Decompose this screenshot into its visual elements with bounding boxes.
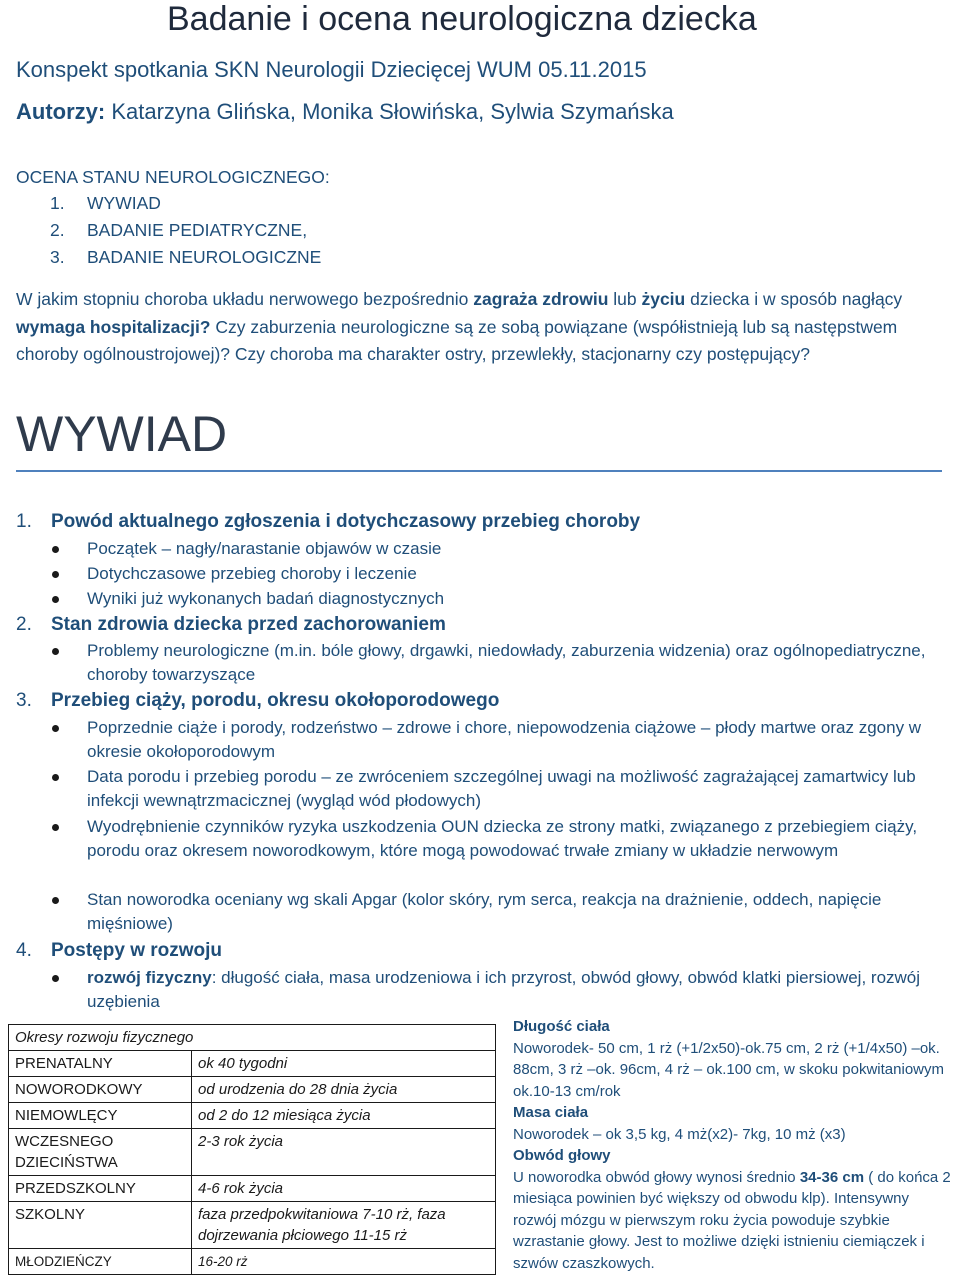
bullet-icon (52, 824, 59, 831)
period-range: faza przedpokwitaniowa 7-10 rż, faza dojrzewania płciowego 11-15 rż (192, 1202, 496, 1249)
intro-text: W jakim stopniu choroba układu nerwowego bezpośrednio (16, 289, 474, 309)
bullet-icon (52, 897, 59, 904)
table-row (9, 1103, 496, 1129)
bullet-icon (52, 571, 59, 578)
authors-names: Katarzyna Glińska, Monika Słowińska, Sylwia Szymańska (105, 99, 674, 124)
list-item (52, 716, 942, 764)
list-item (52, 537, 942, 561)
section-3-heading (16, 688, 499, 714)
period-name: PRZEDSZKOLNY (9, 1176, 192, 1202)
list-item (52, 587, 942, 611)
list-item-text: Wyodrębnienie czynników ryzyka uszkodzenia OUN dziecka ze strony matki, związanego z przebiegiem ciąży, porodu oraz okresem noworodkowym, które mogą powodować trwałe zmiany w układzie nerwowym (87, 817, 918, 860)
section-title: Postępy w rozwoju (51, 940, 223, 961)
ocena-item-label: BADANIE PEDIATRYCZNE, (87, 220, 308, 240)
section-number: 1. (16, 511, 32, 532)
side-heading-mass: Masa ciała (513, 1104, 589, 1121)
intro-bold: życiu (641, 289, 686, 309)
ocena-item (50, 191, 321, 218)
table-row (9, 1129, 496, 1176)
list-item-text: Dotychczasowe przebieg choroby i leczenie (87, 564, 417, 583)
list-item-bold: rozwój fizyczny (87, 968, 212, 987)
period-name: SZKOLNY (9, 1202, 192, 1249)
list-item (52, 815, 942, 863)
ocena-item-label: BADANIE NEUROLOGICZNE (87, 247, 322, 267)
list-item-text: Początek – nagły/narastanie objawów w czasie (87, 539, 442, 558)
list-item (52, 562, 942, 586)
intro-paragraph (16, 286, 951, 369)
side-text-head-bold: 34-36 cm (799, 1168, 865, 1186)
intro-text: Czy zaburzenia neurologiczne są ze sobą powiązane (współistnieją lub są następstwem choroby ogólnoustrojowej)? Czy choroba ma charakter ostry, przewlekły, stacjonarny czy postępujący? (16, 316, 898, 364)
ocena-item-number: 1. (50, 193, 65, 213)
side-heading-length: Długość ciała (513, 1018, 610, 1035)
ocena-item (50, 218, 321, 245)
list-item-text: Poprzednie ciąże i porody, rodzeństwo – zdrowe i chore, niepowodzenia ciążowe – płody martwe oraz zgony w okresie okołoporodowym (87, 718, 922, 761)
bullet-icon (52, 546, 59, 553)
intro-text: dziecka i w sposób nagłący (685, 289, 903, 309)
section-1-heading (16, 509, 640, 535)
side-text-head-part: ( do końca 2 miesiąca powinien być większy od obwodu klp). Intensywny rozwój mózgu w pierwszym roku życia powoduje szybkie wzrastanie głowy. Jest to możliwe dzięki istnieniu ciemiączek i szwów czaszkowych. (513, 1168, 951, 1272)
side-heading-head: Obwód głowy (513, 1147, 611, 1164)
table-row (9, 1051, 496, 1077)
list-item (52, 966, 942, 1014)
list-item (52, 639, 942, 687)
list-item-text: Stan noworodka oceniany wg skali Apgar (kolor skóry, rym serca, reakcja na drażnienie, oddech, napięcie mięśniowe) (87, 890, 882, 933)
bullet-icon (52, 648, 59, 655)
intro-text: lub (608, 289, 642, 309)
list-item-text: Data porodu i przebieg porodu – ze zwróceniem szczególnej uwagi na możliwość zagrażającej zamartwicy lub infekcji wewnątrzmacicznej (wygląd wód płodowych) (87, 767, 916, 810)
section-number: 2. (16, 614, 32, 635)
bullet-icon (52, 774, 59, 781)
period-range: 4-6 rok życia (192, 1176, 496, 1202)
ocena-list (50, 191, 321, 272)
document-subtitle: Konspekt spotkania SKN Neurologii Dziecięcej WUM 05.11.2015 (16, 57, 647, 82)
authors-label: Autorzy: (16, 99, 106, 124)
side-text-mass: Noworodek – ok 3,5 kg, 4 mż(x2)- 7kg, 10 mż (x3) (513, 1125, 846, 1143)
document-title: Badanie i ocena neurologiczna dziecka (167, 0, 757, 38)
table-header-row (9, 1025, 496, 1051)
table-row (9, 1176, 496, 1202)
section-title: Stan zdrowia dziecka przed zachorowaniem (51, 614, 446, 635)
development-periods-table (8, 1024, 496, 1275)
period-name: NOWORODKOWY (9, 1077, 192, 1103)
heading-rule (16, 470, 942, 472)
section-2-heading (16, 612, 446, 638)
intro-bold: zagraża zdrowiu (473, 289, 609, 309)
table-row (9, 1077, 496, 1103)
ocena-item-label: WYWIAD (87, 193, 161, 213)
table-header: Okresy rozwoju fizycznego (9, 1025, 496, 1051)
bullet-icon (52, 725, 59, 732)
bullet-icon (52, 596, 59, 603)
list-item (52, 765, 942, 813)
ocena-item (50, 245, 321, 272)
ocena-item-number: 2. (50, 220, 65, 240)
section-number: 4. (16, 940, 32, 961)
period-name: NIEMOWLĘCY (9, 1103, 192, 1129)
period-name: PRENATALNY (9, 1051, 192, 1077)
section-number: 3. (16, 690, 32, 711)
side-notes (513, 1016, 953, 1274)
list-item-rest: : długość ciała, masa urodzeniowa i ich przyrost, obwód głowy, obwód klatki piersiowej, rozwój uzębienia (87, 968, 921, 1011)
list-item-text: Wyniki już wykonanych badań diagnostycznych (87, 589, 445, 608)
list-item-text: Problemy neurologiczne (m.in. bóle głowy, drgawki, niedowłady, zaburzenia widzenia) oraz ogólnopediatryczne, choroby towarzyszące (87, 641, 926, 684)
table-row (9, 1202, 496, 1249)
period-name: MŁODZIEŃCZY (9, 1249, 192, 1275)
intro-bold: wymaga hospitalizacji? (16, 316, 211, 337)
ocena-heading: OCENA STANU NEUROLOGICZNEGO: (16, 167, 330, 187)
bullet-icon (52, 975, 59, 982)
period-name: WCZESNEGO DZIECIŃSTWA (9, 1129, 192, 1176)
table-row (9, 1249, 496, 1275)
section-title: Przebieg ciąży, porodu, okresu okołoporodowego (51, 690, 500, 711)
ocena-item-number: 3. (50, 247, 65, 267)
list-item-text (87, 966, 942, 1014)
section-4-heading (16, 938, 222, 964)
side-text-length: Noworodek- 50 cm, 1 rż (+1/2x50)-ok.75 cm, 2 rż (+1/4x50) –ok. 88cm, 3 rż –ok. 96cm, 4 rż – ok.100 cm, w skoku pokwitaniowym ok.10-13 cm/rok (513, 1039, 944, 1100)
list-item (52, 888, 942, 936)
side-text-head-part: U noworodka obwód głowy wynosi średnio (513, 1168, 800, 1186)
section-title: Powód aktualnego zgłoszenia i dotychczasowy przebieg choroby (51, 511, 641, 532)
section-heading-wywiad: WYWIAD (16, 406, 228, 462)
period-range: 16-20 rż (192, 1249, 496, 1275)
period-range: od 2 do 12 miesiąca życia (192, 1103, 496, 1129)
authors-line (16, 98, 674, 126)
period-range: od urodzenia do 28 dnia życia (192, 1077, 496, 1103)
side-text-head (513, 1169, 951, 1272)
period-range: ok 40 tygodni (192, 1051, 496, 1077)
period-range: 2-3 rok życia (192, 1129, 496, 1176)
